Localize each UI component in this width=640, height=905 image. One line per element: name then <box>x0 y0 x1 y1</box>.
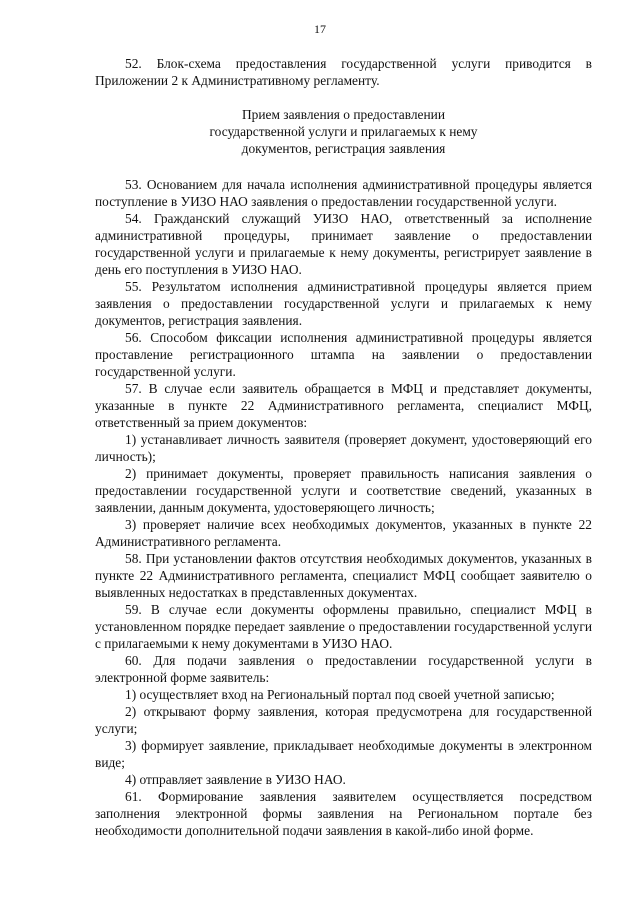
paragraph-60-item-4: 4) отправляет заявление в УИЗО НАО. <box>125 772 346 787</box>
paragraph-60: 60. Для подачи заявления о предоставлении государственной услуги в электронной форме заявитель: <box>95 653 592 685</box>
section-heading-line: государственной услуги и прилагаемых к нему <box>209 124 478 139</box>
paragraph-60-item-3: 3) формирует заявление, прикладывает необходимые документы в электронном виде; <box>95 738 592 770</box>
paragraph-60-item-1: 1) осуществляет вход на Региональный портал под своей учетной записью; <box>125 687 555 702</box>
paragraph-61: 61. Формирование заявления заявителем осуществляется посредством заполнения электронной формы заявления на Региональном портале без необходимости дополнительной подачи заявления в какой-либо иной форме. <box>95 789 592 838</box>
paragraph-57: 57. В случае если заявитель обращается в МФЦ и представляет документы, указанные в пункте 22 Административного регламента, специалист МФЦ, ответственный за прием документов: <box>95 381 592 430</box>
paragraph-54: 54. Гражданский служащий УИЗО НАО, ответственный за исполнение административной процедуры, принимает заявление о предоставлении государственной услуги и прилагаемые к нему документы, регистрирует заявление в день его поступления в УИЗО НАО. <box>95 211 592 277</box>
section-heading <box>95 106 592 157</box>
paragraph-52: 52. Блок-схема предоставления государственной услуги приводится в Приложении 2 к Административному регламенту. <box>95 56 592 88</box>
document-body <box>95 55 592 839</box>
paragraph-56: 56. Способом фиксации исполнения административной процедуры является проставление регистрационного штампа на заявлении о предоставлении государственной услуги. <box>95 330 592 379</box>
section-heading-line: Прием заявления о предоставлении <box>242 107 445 122</box>
paragraph-57-item-2: 2) принимает документы, проверяет правильность написания заявления о предоставлении государственной услуги и соответствие сведений, указанных в заявлении, данным документа, удостоверяющего личность; <box>95 466 592 515</box>
page-number: 17 <box>314 22 326 36</box>
paragraph-59: 59. В случае если документы оформлены правильно, специалист МФЦ в установленном порядке передает заявление о предоставлении государственной услуги с прилагаемыми к нему документами в УИЗО НАО. <box>95 602 592 651</box>
paragraph-53: 53. Основанием для начала исполнения административной процедуры является поступление в УИЗО НАО заявления о предоставлении государственной услуги. <box>95 177 592 209</box>
paragraph-58: 58. При установлении фактов отсутствия необходимых документов, указанных в пункте 22 Административного регламента, специалист МФЦ сообщает заявителю о выявленных недостатках в представленных документах. <box>95 551 592 600</box>
paragraph-57-item-3: 3) проверяет наличие всех необходимых документов, указанных в пункте 22 Административного регламента. <box>95 517 592 549</box>
paragraph-60-item-2: 2) открывают форму заявления, которая предусмотрена для государственной услуги; <box>95 704 592 736</box>
paragraph-57-item-1: 1) устанавливает личность заявителя (проверяет документ, удостоверяющий его личность); <box>95 432 592 464</box>
section-heading-line: документов, регистрация заявления <box>241 141 446 156</box>
paragraph-55: 55. Результатом исполнения административной процедуры является прием заявления о предоставлении государственной услуги и прилагаемых к нему документов, регистрация заявления. <box>95 279 592 328</box>
